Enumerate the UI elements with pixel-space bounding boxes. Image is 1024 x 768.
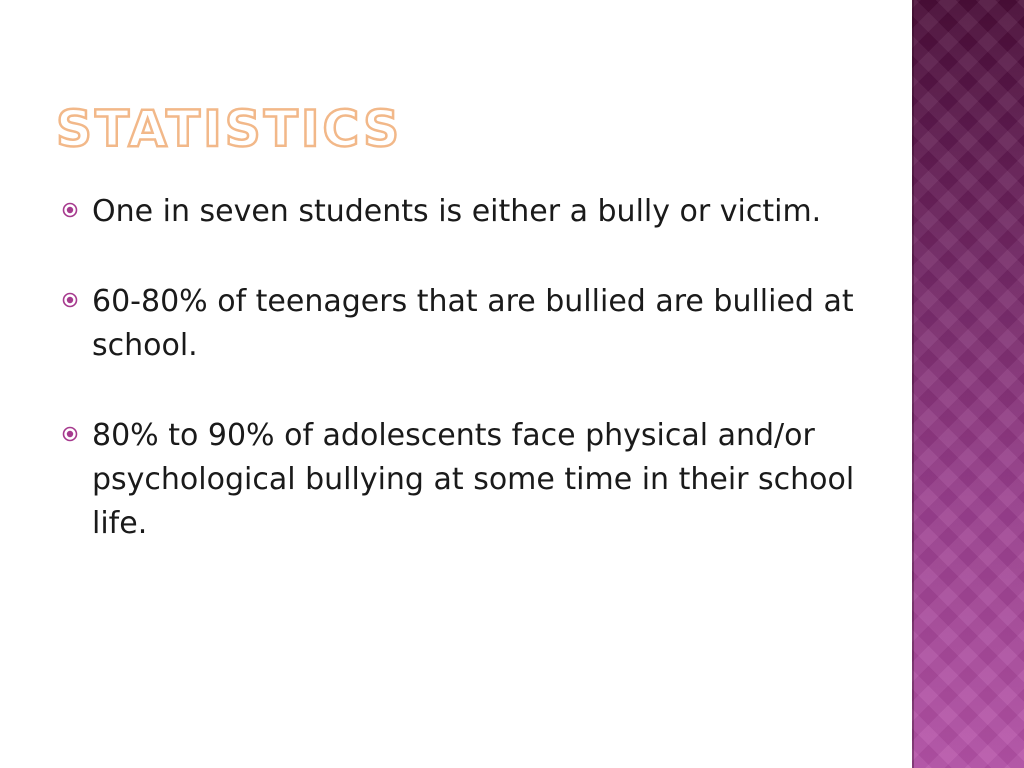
circle-dot-icon — [62, 202, 78, 218]
bullet-text: 80% to 90% of adolescents face physical and/or psychological bullying at some time in their school life. — [92, 418, 855, 541]
slide-title: STATISTICS — [56, 100, 403, 158]
circle-dot-icon — [62, 292, 78, 308]
bullet-text: One in seven students is either a bully or victim. — [92, 194, 822, 229]
circle-dot-icon — [62, 426, 78, 442]
bullet-item — [62, 190, 862, 234]
side-band-divider — [912, 0, 914, 768]
bullet-item — [62, 414, 862, 546]
decorative-side-band — [912, 0, 1024, 768]
bullet-item — [62, 280, 862, 368]
bullet-list — [62, 190, 862, 592]
bullet-text: 60-80% of teenagers that are bullied are bullied at school. — [92, 284, 854, 363]
